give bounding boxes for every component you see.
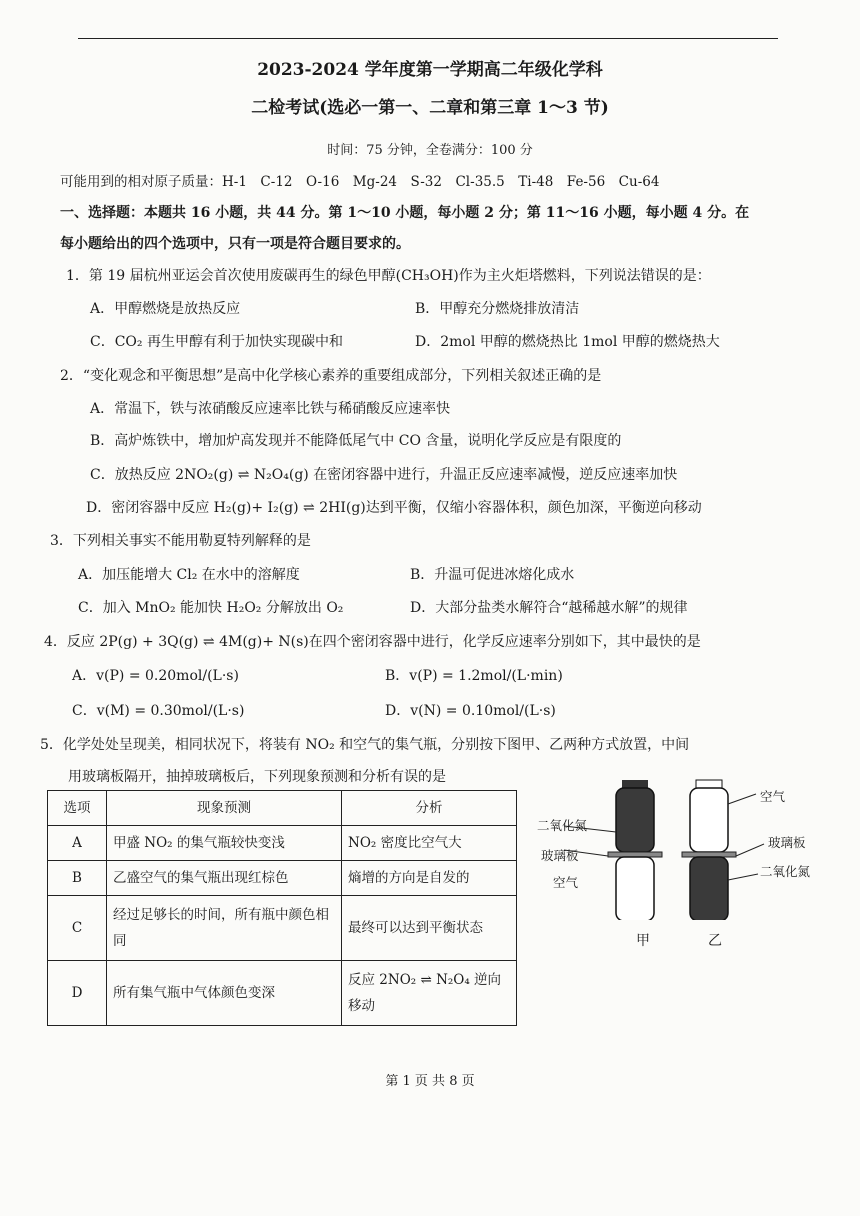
q5-stem-2: 用玻璃板隔开，抽掉玻璃板后，下列现象预测和分析有误的是 bbox=[68, 769, 446, 785]
table-cell: A bbox=[48, 826, 107, 861]
label-air-right: 空气 bbox=[760, 789, 786, 804]
label-air-left: 空气 bbox=[553, 875, 579, 890]
exam-info: 时间：75 分钟，全卷满分：100 分 bbox=[327, 143, 533, 158]
q5-table bbox=[47, 790, 517, 1026]
section-instructions-1: 一、选择题：本题共 16 小题，共 44 分。第 1～10 小题，每小题 2 分；第 11～16 小题，每小题 4 分。在 bbox=[60, 205, 750, 221]
exam-title: 2023-2024 学年度第一学期高二年级化学科 bbox=[257, 60, 603, 80]
no2-jar-top bbox=[616, 788, 654, 852]
table-cell: C bbox=[48, 896, 107, 961]
q2-option-b: B．高炉炼铁中，增加炉高发现并不能降低尾气中 CO 含量，说明化学反应是有限度的 bbox=[90, 433, 622, 449]
table-cell: 所有集气瓶中气体颜色变深 bbox=[107, 961, 342, 1026]
q3-option-b: B．升温可促进冰熔化成水 bbox=[410, 567, 575, 583]
caption-jia: 甲 bbox=[636, 933, 650, 949]
table-cell: 最终可以达到平衡状态 bbox=[342, 896, 517, 961]
q5-stem-1: 5．化学处处呈现美，相同状况下，将装有 NO₂ 和空气的集气瓶，分别按下图甲、乙两种方式放置，中间 bbox=[40, 737, 690, 753]
table-cell: 甲盛 NO₂ 的集气瓶较快变浅 bbox=[107, 826, 342, 861]
table-cell: NO₂ 密度比空气大 bbox=[342, 826, 517, 861]
table-cell: 经过足够长的时间，所有瓶中颜色相同 bbox=[107, 896, 342, 961]
caption-yi: 乙 bbox=[708, 933, 722, 949]
table-row bbox=[48, 896, 517, 961]
q4-stem: 4．反应 2P(g) + 3Q(g) ⇌ 4M(g)+ N(s)在四个密闭容器中进行，化学反应速率分别如下，其中最快的是 bbox=[44, 634, 701, 650]
q2-option-d: D．密闭容器中反应 H₂(g)+ I₂(g) ⇌ 2HI(g)达到平衡，仅缩小容器体积，颜色加深，平衡逆向移动 bbox=[86, 500, 702, 516]
jar-set-jia bbox=[608, 780, 662, 920]
table-header-cell: 分析 bbox=[342, 791, 517, 826]
q3-option-a: A．加压能增大 Cl₂ 在水中的溶解度 bbox=[78, 567, 300, 583]
table-row bbox=[48, 826, 517, 861]
exam-subtitle: 二检考试(选必一第一、二章和第三章 1～3 节) bbox=[251, 98, 609, 118]
jar-neck bbox=[696, 780, 722, 788]
q4-option-c: C．v(M) = 0.30mol/(L·s) bbox=[72, 703, 245, 719]
table-header-row bbox=[48, 791, 517, 826]
air-jar-top bbox=[690, 788, 728, 852]
q3-option-d: D．大部分盐类水解符合“越稀越水解”的规律 bbox=[410, 600, 688, 616]
q1-option-a: A．甲醇燃烧是放热反应 bbox=[90, 301, 241, 317]
table-cell: D bbox=[48, 961, 107, 1026]
no2-jar-bottom bbox=[690, 857, 728, 920]
table-header-cell: 选项 bbox=[48, 791, 107, 826]
q1-option-c: C．CO₂ 再生甲醇有利于加快实现碳中和 bbox=[90, 334, 343, 350]
q3-option-c: C．加入 MnO₂ 能加快 H₂O₂ 分解放出 O₂ bbox=[78, 600, 344, 616]
q1-option-d: D．2mol 甲醇的燃烧热比 1mol 甲醇的燃烧热大 bbox=[415, 334, 720, 350]
q2-option-c: C．放热反应 2NO₂(g) ⇌ N₂O₄(g) 在密闭容器中进行，升温正反应速率减慢，逆反应速率加快 bbox=[90, 467, 678, 483]
label-glass-right: 玻璃板 bbox=[768, 835, 806, 850]
q2-option-a: A．常温下，铁与浓硝酸反应速率比铁与稀硝酸反应速率快 bbox=[90, 401, 451, 417]
jar-set-yi bbox=[682, 780, 736, 920]
table-cell: 乙盛空气的集气瓶出现红棕色 bbox=[107, 861, 342, 896]
q1-stem: 1．第 19 届杭州亚运会首次使用废碳再生的绿色甲醇(CH₃OH)作为主火炬塔燃料，下列说法错误的是： bbox=[66, 268, 711, 284]
page-number: 第 1 页 共 8 页 bbox=[385, 1074, 475, 1089]
air-jar-bottom bbox=[616, 857, 654, 920]
q4-option-b: B．v(P) = 1.2mol/(L·min) bbox=[385, 668, 563, 684]
table-cell: B bbox=[48, 861, 107, 896]
table-cell: 反应 2NO₂ ⇌ N₂O₄ 逆向移动 bbox=[342, 961, 517, 1026]
q4-option-d: D．v(N) = 0.10mol/(L·s) bbox=[385, 703, 556, 719]
label-no2-left: 二氧化氮 bbox=[537, 818, 588, 833]
q2-stem: 2．“变化观念和平衡思想”是高中化学核心素养的重要组成部分，下列相关叙述正确的是 bbox=[60, 368, 602, 384]
q1-option-b: B．甲醇充分燃烧排放清洁 bbox=[415, 301, 580, 317]
atomic-masses: 可能用到的相对原子质量：H-1 C-12 O-16 Mg-24 S-32 Cl-35.5 Ti-48 Fe-56 Cu-64 bbox=[60, 174, 660, 190]
label-glass-left: 玻璃板 bbox=[541, 848, 579, 863]
table-row bbox=[48, 861, 517, 896]
section-instructions-2: 每小题给出的四个选项中，只有一项是符合题目要求的。 bbox=[60, 236, 410, 252]
jar-neck bbox=[622, 780, 648, 788]
table-header-cell: 现象预测 bbox=[107, 791, 342, 826]
q4-option-a: A．v(P) = 0.20mol/(L·s) bbox=[72, 668, 239, 684]
table-row bbox=[48, 961, 517, 1026]
table-cell: 熵增的方向是自发的 bbox=[342, 861, 517, 896]
q3-stem: 3．下列相关事实不能用勒夏特列解释的是 bbox=[50, 533, 311, 549]
header-rule bbox=[78, 38, 778, 39]
label-no2-right: 二氧化氮 bbox=[760, 864, 811, 879]
